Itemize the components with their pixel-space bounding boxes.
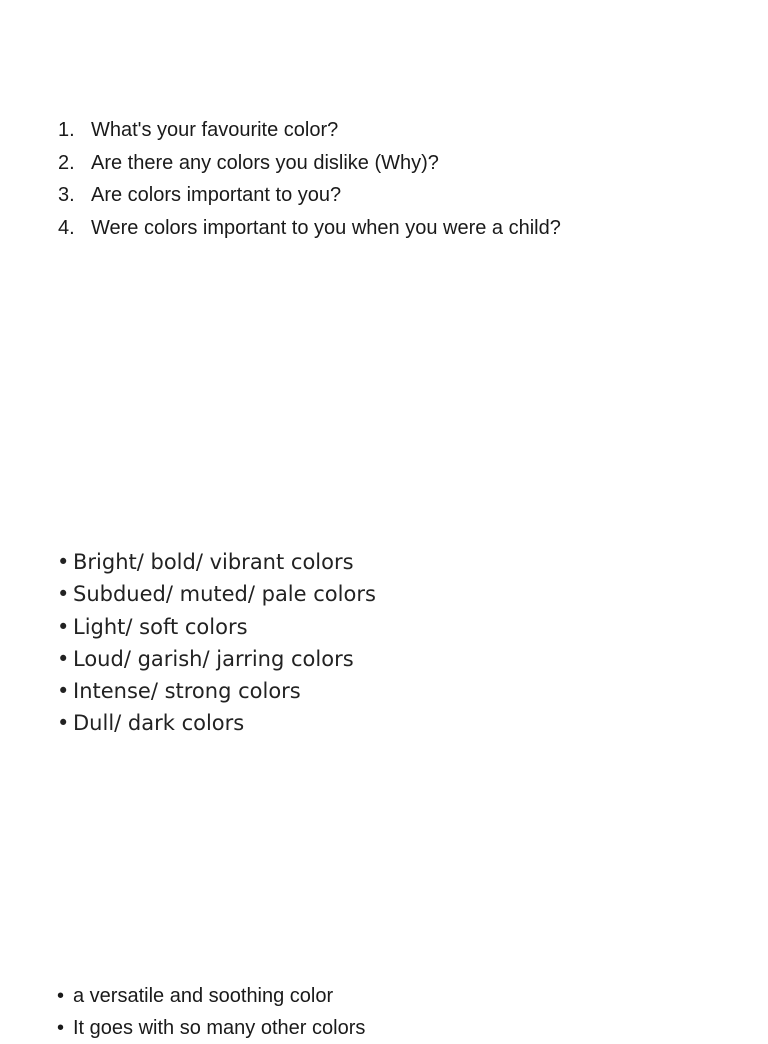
list-item [57, 546, 376, 578]
question-text: Are colors important to you? [91, 184, 342, 206]
list-item [57, 578, 376, 610]
bullet-icon: • [57, 646, 70, 671]
question-item [58, 114, 561, 147]
list-item [57, 1012, 365, 1044]
question-list [58, 114, 561, 244]
list-item-text: Light/ soft colors [73, 614, 248, 639]
question-number: 4. [58, 216, 75, 239]
bullet-icon: • [57, 614, 70, 639]
list-item [57, 611, 376, 643]
bullet-icon: • [57, 679, 70, 704]
bullet-icon: • [57, 582, 70, 607]
list-item [57, 707, 376, 739]
question-number: 3. [58, 184, 75, 206]
list-item [57, 675, 376, 707]
question-text: What's your favourite color? [91, 119, 339, 141]
question-number: 1. [58, 119, 75, 141]
question-number: 2. [58, 151, 75, 174]
list-item [57, 980, 365, 1012]
list-item-text: It goes with so many other colors [73, 1017, 366, 1039]
bullet-icon: • [57, 550, 70, 574]
question-text: Are there any colors you dislike (Why)? [91, 151, 439, 174]
list-item-text: Bright/ bold/ vibrant colors [73, 550, 354, 574]
list-item-text: Subdued/ muted/ pale colors [73, 582, 376, 607]
color-notes-list [57, 980, 365, 1044]
bullet-icon: • [57, 711, 70, 736]
bullet-icon: • [57, 1017, 65, 1039]
list-item-text: Loud/ garish/ jarring colors [73, 646, 354, 671]
list-item [57, 643, 376, 675]
bullet-icon: • [57, 985, 65, 1007]
question-item [58, 212, 561, 245]
list-item-text: Dull/ dark colors [73, 711, 245, 736]
question-text: Were colors important to you when you were a child? [91, 216, 561, 239]
question-item [58, 147, 561, 180]
list-item-text: a versatile and soothing color [73, 985, 334, 1007]
question-item [58, 179, 561, 212]
list-item-text: Intense/ strong colors [73, 679, 301, 704]
color-descriptor-list [57, 546, 376, 740]
